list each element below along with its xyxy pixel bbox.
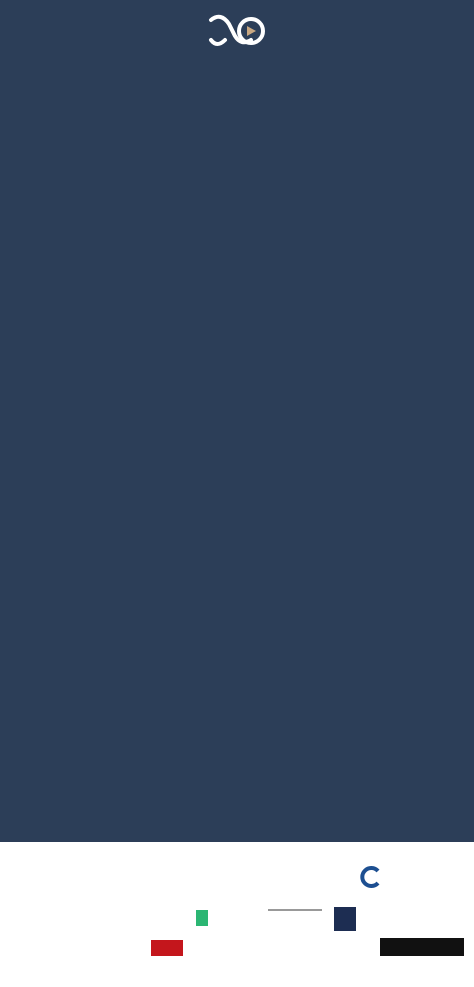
logo-moma	[151, 940, 183, 956]
event-logo	[207, 14, 267, 53]
logo-cariola-mark	[360, 866, 382, 893]
logo-transmisoras-mark	[196, 910, 208, 926]
logo-bofill-escobar	[380, 938, 464, 956]
sponsors-panel	[0, 842, 474, 987]
logo-rodriguez-vergara	[268, 909, 322, 911]
logo-bofill-mir	[334, 907, 356, 931]
